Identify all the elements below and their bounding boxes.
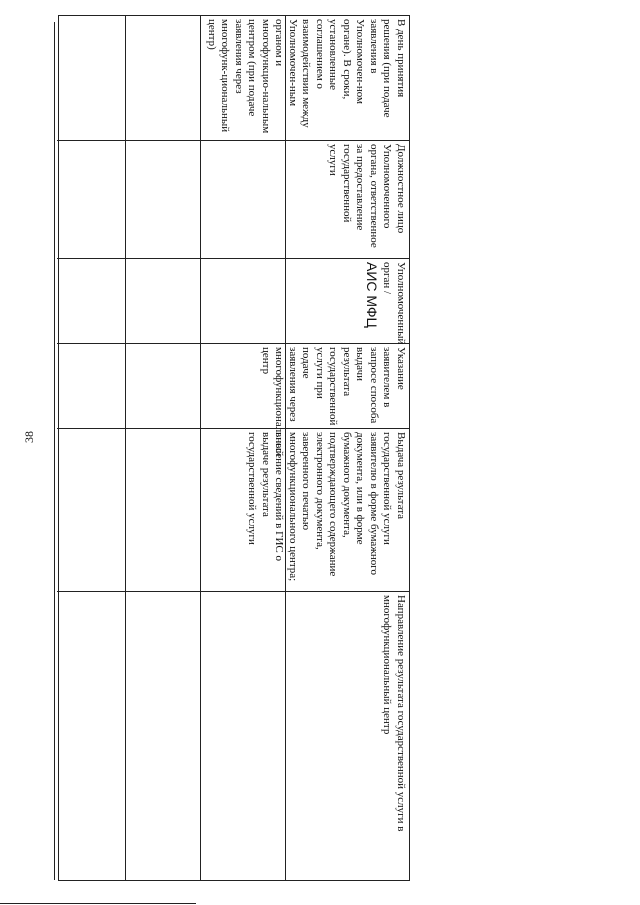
table-cell-action (286, 592, 409, 882)
table-cell-empty (201, 429, 285, 592)
document-table (58, 15, 410, 881)
table-cell-empty (201, 592, 285, 882)
table-row (125, 16, 200, 880)
deadline-text: В день принятия решения (при подаче заявления в Уполномочен-ном органе). В сроки, установленные соглашением о взаимодействии между Уполномочен-ным органом и многофункцио-нальным центром (при подаче заявления через многофунк-циональный центр) (206, 19, 407, 134)
table-cell-empty (201, 344, 285, 429)
table-cell-empty (201, 141, 285, 259)
table-cell-empty (126, 16, 200, 141)
table-cell-empty (57, 16, 125, 141)
table-cell-empty (126, 592, 200, 882)
table-cell-empty (201, 16, 285, 141)
responsible-text: Должностное лицо Уполномоченного органа, ответственное за предоставление государственной услуги (327, 144, 407, 248)
table-cell-empty (201, 259, 285, 344)
table-cell-responsible (286, 141, 409, 259)
table-cell-criteria (260, 344, 409, 457)
table-cell-empty (57, 344, 125, 429)
table-cell-empty (126, 259, 200, 344)
table-cell-place (286, 259, 409, 344)
table-cell-empty (126, 141, 200, 259)
table-row (57, 16, 125, 880)
table-cell-empty (126, 429, 200, 592)
footer-rule (0, 903, 196, 904)
table-cell-empty (57, 592, 125, 882)
table-cell-empty (57, 259, 125, 344)
table-row (200, 16, 285, 880)
place-prefix-text: Уполномоченный орган / (381, 262, 407, 345)
table-row (206, 16, 409, 880)
page-number: 38 (22, 431, 36, 443)
place-system-text: АИС МФЦ (364, 262, 380, 328)
table-cell-empty (57, 429, 125, 592)
table-cell-outcome (246, 429, 409, 592)
table-cell-deadline (206, 16, 409, 141)
table-cell-empty (57, 141, 125, 259)
table-cell-empty (126, 344, 200, 429)
result-outcome-text: Выдача результата государственной услуги заявителю в форме бумажного документа, или в форме бумажного документа, подтверждающего содержание электронного документа, заверенного печатью многофункционального центра; внесение сведений в ГИС о выдаче результата государственной услуги (246, 432, 407, 582)
left-margin-rule (54, 22, 55, 880)
result-criteria-text: Указание заявителем в запросе способа выдачи результата государственной услуги при подаче заявления через многофункциональный центр (260, 347, 407, 457)
action-text: Направление результата государственной услуги в многофункциональный центр (381, 595, 407, 832)
